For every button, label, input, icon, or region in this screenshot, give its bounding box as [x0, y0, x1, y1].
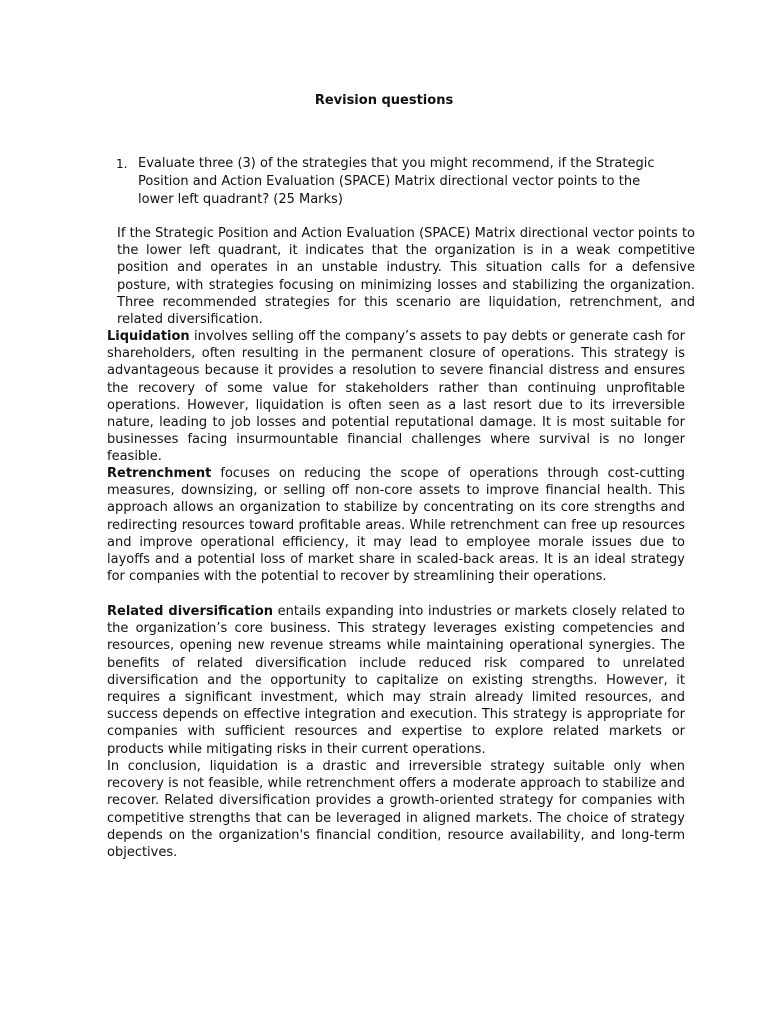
conclusion-paragraph: In conclusion, liquidation is a drastic and irreversible strategy suitable only when recovery is not feasible, while retrenchment offers a moderate approach to stabilize and recover. Related diversification provides a growth-oriented strategy for companies with competitive strengths that can be leveraged in aligned markets. The choice of strategy depends on the organization's financial condition, resource availability, and long-term objectives. [107, 759, 685, 861]
retrenchment-text: focuses on reducing the scope of operations through cost-cutting measures, downsizing, or selling off non-core assets to improve financial health. This approach allows an organization to stabilize by concentrating on its core strengths and redirecting resources toward profitable areas. While retrenchment can free up resources and improve operational efficiency, it may lead to employee morale issues due to layoffs and a potential loss of market share in scaled-back areas. It is an ideal strategy for companies with the potential to recover by streamlining their operations. [107, 466, 685, 585]
related-diversification-paragraph [107, 603, 685, 758]
liquidation-paragraph [107, 328, 685, 466]
intro-paragraph: If the Strategic Position and Action Evaluation (SPACE) Matrix directional vector points to the lower left quadrant, it indicates that the organization is in a weak competitive position and operates in an unstable industry. This situation calls for a defensive posture, with strategies focusing on minimizing losses and stabilizing the organization. Three recommended strategies for this scenario are liquidation, retrenchment, and related diversification. [117, 226, 695, 328]
question-number: 1. [116, 157, 128, 171]
document-title: Revision questions [314, 93, 454, 108]
liquidation-term: Liquidation [107, 329, 190, 344]
retrenchment-paragraph [107, 465, 685, 585]
question-text: Evaluate three (3) of the strategies that you might recommend, if the Strategic Position and Action Evaluation (SPACE) Matrix directional vector points to the lower left quadrant? (25 Marks) [138, 156, 655, 207]
liquidation-text: involves selling off the company’s assets to pay debts or generate cash for shareholders, often resulting in the permanent closure of operations. This strategy is advantageous because it provides a resolution to severe financial distress and ensures the recovery of some value for stakeholders rather than continuing unprofitable operations. However, liquidation is often seen as a last resort due to its irreversible nature, leading to job losses and potential reputational damage. It is most suitable for businesses facing insurmountable financial challenges where survival is no longer feasible. [107, 329, 685, 465]
retrenchment-term: Retrenchment [107, 466, 212, 481]
related-diversification-text: entails expanding into industries or markets closely related to the organization’s core business. This strategy leverages existing competencies and resources, opening new revenue streams while maintaining operational synergies. The benefits of related diversification include reduced risk compared to unrelated diversification and the opportunity to capitalize on existing strengths. However, it requires a significant investment, which may strain already limited resources, and success depends on effective integration and execution. This strategy is appropriate for companies with sufficient resources and expertise to explore related markets or products while mitigating risks in their current operations. [107, 604, 685, 757]
question-item [116, 155, 676, 209]
related-diversification-term: Related diversification [107, 604, 274, 619]
